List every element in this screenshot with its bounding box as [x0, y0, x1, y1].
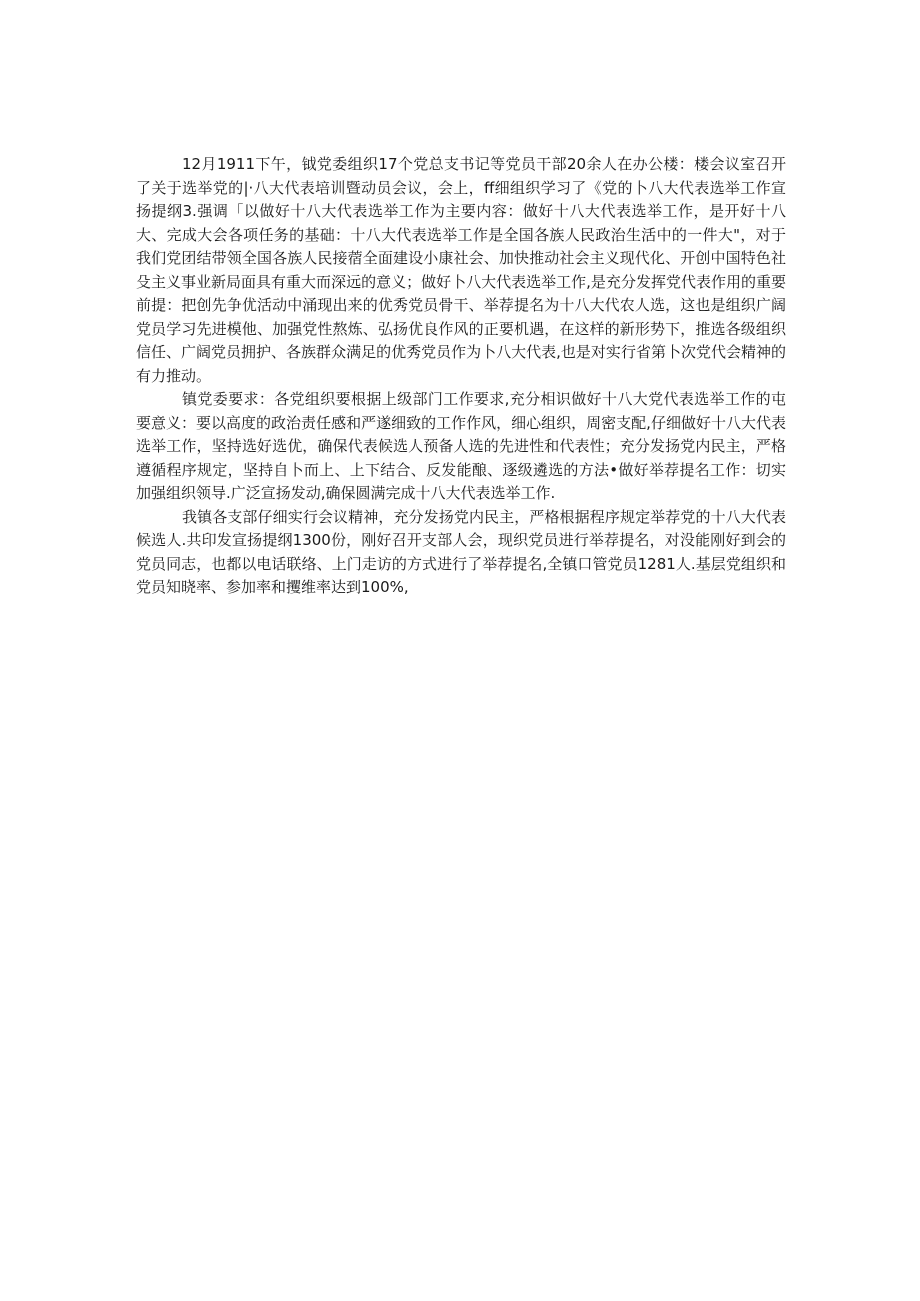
- paragraph-meeting-summary: 12月1911下午，钺党委组织17个党总支书记等党员干部20余人在办公楼：楼会议室召开了关于选举党的|·八大代表培训暨动员会议，会上，ff细组织学习了《党的卜八大代表选举工作宣扬提纲3.强调「以做好十八大代表选举工作为主要内容：做好十八大代表选举工作，是开好十八大、完成大会各项任务的基础：十八大代表选举工作是全国各族人民政治生活中的一件大"，对于我们党团结带领全国各族人民接蓿全面建设小康社会、加快推动社会主义现代化、开创中国特色社殳主义事业新局面具有重大而深远的意义；做好卜八大代表选举工作,是充分发挥党代表作用的重要前提：把创先争优活动中涌现出来的优秀党员骨干、举荐提名为十八大代农人选，这也是组织广阔党员学习先进模他、加强党性熬炼、弘扬优良作风的正要机遇，在这样的新形势下，推选各级组织信任、广阔党员拥护、各族群众满足的优秀党员作为卜八大代表,也是对实行省第卜次党代会精神的有力推动。: [136, 155, 786, 385]
- paragraph-party-requirements: 镇党委要求：各党组织要根据上级部门工作要求,充分相识做好十八大党代表选举工作的屯要意义：要以高度的政治责任感和严遂细致的工作作风，细心组织，周密支配,仔细做好十八大代表选举工作，坚持选好选优，确保代表候选人预备人选的先进性和代表性；充分发扬党内民主，严格遵循程序规定，坚持自卜而上、上下结合、反发能酿、逐级遴选的方法•做好举荐提名工作：切实加强组织领导.广泛宣扬发动,确保圆满完成十八大代表选举工作.: [136, 390, 786, 502]
- paragraph-branch-implementation: 我镇各支部仔细实行会议精神，充分发扬党内民主，严格根据程序规定举荐党的十八大代表候选人.共印发宣扬提纲1300份，刚好召开支部人会，现织党员进行举荐提名，对没能刚好到会的党员同志，也都以电话联络、上门走访的方式进行了举荐提名,全镇口管党员1281人.基层党组织和党员知晓率、参加率和攫维率达到100%,: [136, 507, 786, 596]
- document-body: [136, 153, 786, 600]
